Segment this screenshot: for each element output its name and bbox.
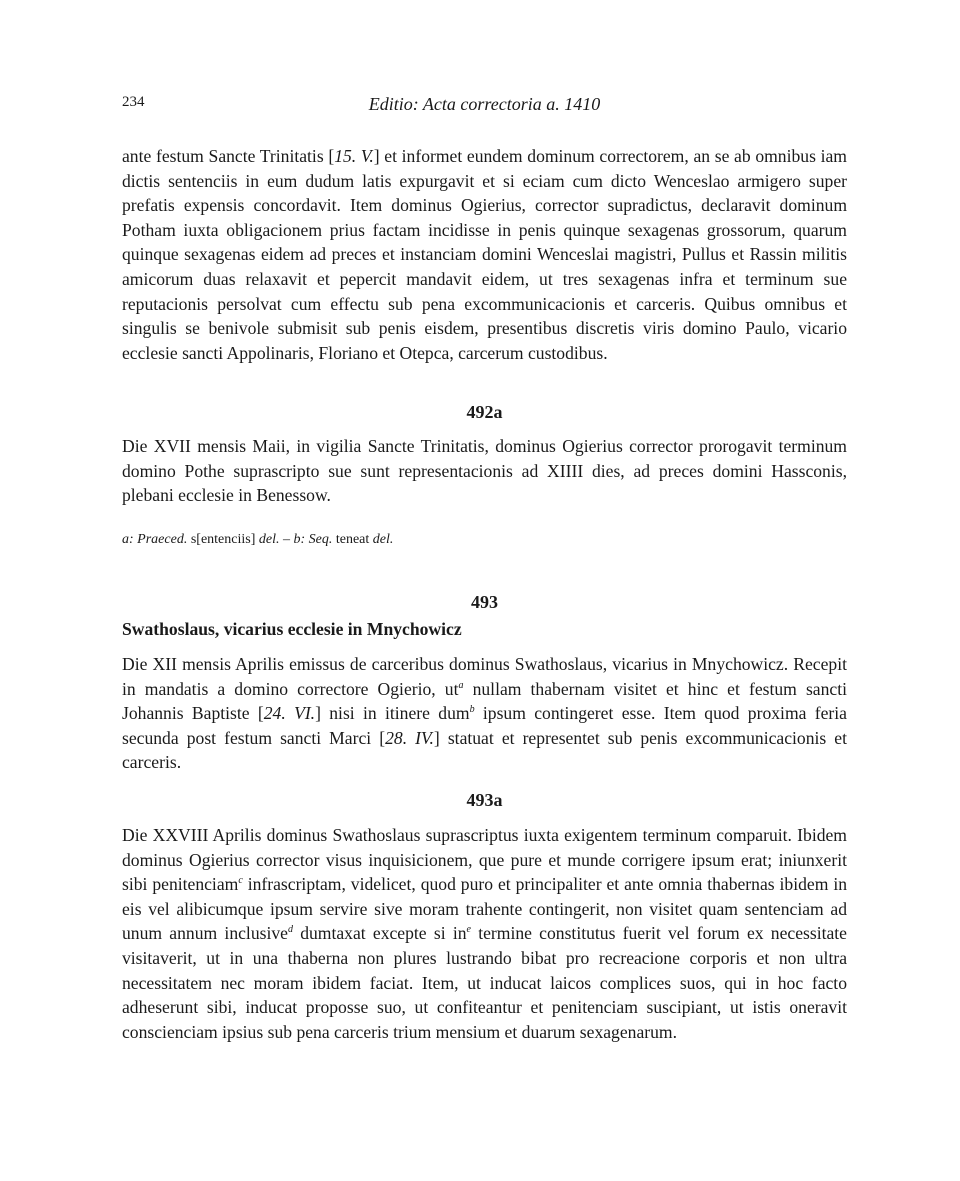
page-header	[122, 94, 847, 118]
entry-492a-text: Die XVII mensis Maii, in vigilia Sancte Trinitatis, dominus Ogierius corrector prorogavit terminum domino Pothe suprascripto sue sunt representacionis ad XIIII dies, ad preces domini Hassconis, plebani ecclesie in Benessow.	[122, 436, 847, 506]
text-segment: ante festum Sancte Trinitatis [	[122, 146, 335, 166]
text-segment: dumtaxat excepte si in	[292, 923, 467, 944]
critical-apparatus	[122, 532, 847, 548]
text-segment: ] nisi in itinere dum	[315, 703, 470, 724]
note-ref: Seq.	[308, 532, 333, 547]
entry-493-title: Swathoslaus, vicarius ecclesie in Mnychowicz	[122, 619, 462, 639]
entry-number-493a: 493a	[466, 790, 503, 810]
page-number: 234	[122, 94, 145, 110]
running-title: Editio: Acta correctoria a. 1410	[368, 94, 601, 114]
text-segment: nullam thabernam visitet et hinc et festum sancti Johannis Baptiste [	[122, 678, 847, 724]
date-reference: 28. IV.	[385, 727, 434, 748]
entry-493-text	[122, 652, 847, 775]
text-segment: ] et informet eundem dominum correctorem, an se ab omnibus iam dictis sentenciis in eum dudum latis expurgavit et si eciam cum dicto Wenceslao armigero super prefatis expensis concordavit. Item dominus Ogierius, corrector supradictus, declaravit dominum Potham iuxta obligacionem prius factam incidisse in penis quinque sexagenas grossorum, quarum quinque sexagenas eidem ad preces et instanciam domini Wenceslai magistri, Pullus et Rassin militis amicorum duas relaxavit et pepercit mandavit eidem, ut tres sexagenas infra et terminum sue reputacionis persolvat cum effectu sub pena excommunicacionis et carceris. Quibus omnibus et singulis se benivole submisit sub penis eisdem, presentibus discretis viris domino Paulo, vicario ecclesie sancti Appolinaris, Floriano et Otepca, carcerum custodibus.	[122, 146, 847, 363]
footnote-marker: e	[466, 924, 471, 936]
note-del: del.	[372, 532, 394, 547]
entry-number-492a: 492a	[466, 402, 503, 422]
text-segment: ipsum contingeret esse. Item quod proxima feria secunda post festum sancti Marci [	[122, 703, 847, 748]
date-reference: 15. V.	[334, 146, 374, 166]
footnote-marker: b	[469, 704, 475, 716]
text-segment: termine constitutus fuerit vel forum ex necessitate visitaverit, ut in una thaberna non plures lustrando bibat pro recreacione corporis et non ultra necessitatem nec moram ibidem faciat. Item, ut inducat laicos complices suos, qui in hoc facto adheserunt sibi, inducat propossе suo, ut confiteantur et penitenciam suscipiant, ut istis oneravit conscienciam ipsius sub pena carceris trium mensium et duarum sexagenarum.	[122, 923, 847, 1042]
date-reference: 24. VI.	[263, 703, 316, 724]
note-mark-b: b:	[293, 532, 306, 547]
text-segment: Die XII mensis Aprilis emissus de carceribus dominus Swathoslaus, vicarius in Mnychowicz. Recepit in mandatis a domino correctore Ogierio, ut	[122, 654, 847, 699]
entry-number-493: 493	[471, 592, 498, 612]
entry-493a-text	[122, 823, 847, 1044]
note-ref: Praeced.	[137, 532, 188, 547]
note-word: s[entenciis]	[190, 532, 256, 547]
text-segment: infrascriptam, videlicet, quod puro et principaliter et ante omnia thabernas ibidem in eis vel alibicumque ipsum servire sive moram trahente contingerit, non visitet quam sentenciam ad unum annum inclusive	[122, 874, 848, 944]
text-segment: ] statuat et representet sub penis excommunicacionis et carceris.	[122, 727, 847, 773]
footnote-marker: d	[287, 924, 293, 936]
entry-491-continuation	[122, 144, 847, 365]
text-segment: Die XXVIII Aprilis dominus Swathoslaus suprascriptus iuxta exigentem terminum comparuit. Ibidem dominus Ogierius corrector visus inquisicionem, que pure et munde corrigere ipsum erat; iniunxerit sibi penitenciam	[122, 825, 847, 895]
note-separator: –	[282, 532, 290, 547]
note-word: teneat	[335, 532, 370, 547]
note-del: del.	[258, 532, 280, 547]
footnote-marker: c	[238, 875, 243, 887]
note-mark-a: a:	[122, 532, 134, 547]
footnote-marker: a	[458, 679, 464, 691]
